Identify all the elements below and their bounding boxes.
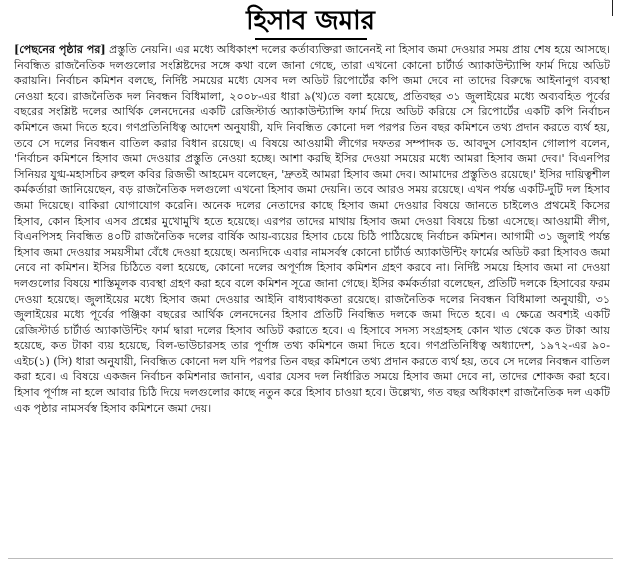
headline: হিসাব জমার	[246, 6, 375, 36]
article-text: প্রস্তুতি নেয়নি। এর মধ্যে অধিকাংশ দলের কর্তাব্যক্তিরা জানেনই না হিসাব জমা দেওয়ার সময় প্রায় শেষ হয়ে আসছে। নিবন্ধিত রাজনৈতিক দলগুলোর সংশ্লিষ্টদের সঙ্গে কথা বলে জানা গেছে, তারা এখনো কোনো চার্টার্ড অ্যাকাউন্ট্যান্সি ফার্ম দিয়ে অডিট করায়নি। নির্বাচন কমিশন বলছে, নির্দিষ্ট সময়ের মধ্যে যেসব দল অডিট রিপোর্টের কপি জমা দেবে না তাদের বিরুদ্ধে আইনানুগ ব্যবস্থা নেওয়া হবে। রাজনৈতিক দল নিবন্ধন বিধিমালা, ২০০৮-এর ধারা ৯(খ)তে বলা হয়েছে, প্রতিবছর ৩১ জুলাইয়ের মধ্যে অব্যবহিত পূর্বের বছরের সংশ্লিষ্ট দলের আর্থিক লেনদেনের একটি রেজিস্টার্ড অ্যাকাউন্ট্যান্সি ফার্ম দিয়ে অডিট করিয়ে সে রিপোর্টের একটি কপি নির্বাচন কমিশনে জমা দিতে হবে। গণপ্রতিনিধিত্ব আদেশ অনুযায়ী, যদি নিবন্ধিত কোনো দল পরপর তিন বছর কমিশনে তথ্য প্রদান করতে ব্যর্থ হয়, তবে সে দলের নিবন্ধন বাতিল করার বিধান রয়েছে। এ বিষয়ে আওয়ামী লীগের দফতর সম্পাদক ড. আবদুস সোবহান গোলাপ বলেন, 'নির্বাচন কমিশনে হিসাব জমা দেওয়ার প্রস্তুতি নেওয়া হচ্ছে। আশা করছি ইসির দেওয়া সময়ের মধ্যে আমরা হিসাব জমা দেব।' বিএনপির সিনিয়র যুগ্ম-মহাসচিব রুহুল কবির রিজভী আহমেদ বলেছেন, 'দ্রুতই আমরা হিসাব জমা দেব। আমাদের প্রস্তুতিও রয়েছে।' ইসির দায়িত্বশীল কর্মকর্তারা জানিয়েছেন, বড় রাজনৈতিক দলগুলো এখনো হিসাব জমা দেয়নি। তবে আরও সময় রয়েছে। এখন পর্যন্ত একটি-দুটি দল হিসাব জমা দিয়েছে। বাকিরা যোগাযোগ করেনি। অনেক দলের নেতাদের কাছে হিসাব জমা দেওয়ার বিষয়ে জানতে চাইলেও প্রথমেই কিসের হিসাব, কোন হিসাব এসব প্রশ্নের মুখোমুখি হতে হয়েছে। এরপর তাদের মাথায় হিসাব জমা দেওয়া বিষয়ে চিন্তা এসেছে। আওয়ামী লীগ, বিএনপিসহ নিবন্ধিত ৪০টি রাজনৈতিক দলের বার্ষিক আয়-ব্যয়ের হিসাব চেয়ে চিঠি পাঠিয়েছে নির্বাচন কমিশন। আগামী ৩১ জুলাই পর্যন্ত হিসাব জমা দেওয়ার সময়সীমা বেঁধে দেওয়া হয়েছে। অন্যদিকে এবার নামসর্বস্ব কোনো চার্টার্ড অ্যাকাউন্টিং ফার্মের অডিট করা হিসাবও জমা নেবে না কমিশন। ইসির চিঠিতে বলা হয়েছে, কোনো দলের অপূর্ণাঙ্গ হিসাব কমিশন গ্রহণ করবে না। নির্দিষ্ট সময়ে হিসাব জমা না দেওয়া দলগুলোর বিষয়ে শাস্তিমূলক ব্যবস্থা গ্রহণ করা হবে বলে কমিশন সূত্রে জানা গেছে। ইসির কর্মকর্তারা বলেছেন, প্রতিটি দলকে হিসাবের ফরম দেওয়া হয়েছে। জুলাইয়ের মধ্যে হিসাব জমা দেওয়ার আইনি বাধ্যবাধকতা রয়েছে। রাজনৈতিক দলের নিবন্ধন বিধিমালা অনুযায়ী, ৩১ জুলাইয়ের মধ্যে পূর্বের পঞ্জিকা বছরের আর্থিক লেনদেনের হিসাব প্রতিটি নিবন্ধিত দলকে জমা দিতে হবে। এ ক্ষেত্রে অবশ্যই একটি রেজিস্টার্ড চার্টার্ড অ্যাকাউন্টিং ফার্ম দ্বারা দলের হিসাব অডিট করাতে হবে। এ হিসাবে সদস্য সংগ্রহসহ কোন খাত থেকে কত টাকা আয় হয়েছে, কত টাকা ব্যয় হয়েছে, বিল-ভাউচারসহ তার পূর্ণাঙ্গ তথ্য কমিশনে জমা দিতে হবে। গণপ্রতিনিধিত্ব অধ্যাদেশ, ১৯৭২-এর ৯০-এইচ(১) (সি) ধারা অনুযায়ী, নিবন্ধিত কোনো দল যদি পরপর তিন বছর কমিশনে তথ্য প্রদান করতে ব্যর্থ হয়, তবে সে দলের নিবন্ধন বাতিল করা হবে। এ বিষয়ে একজন নির্বাচন কমিশনার জানান, এবার যেসব দল নির্ধারিত সময়ে হিসাব জমা দেবে না, তাদের শোকজ করা হবে। হিসাব পূর্ণাঙ্গ না হলে আবার চিঠি দিয়ে দলগুলোর কাছে নতুন করে হিসাব চাওয়া হবে। উল্লেখ্য, গত বছর অধিকাংশ রাজনৈতিক দল একটি এক পৃষ্ঠার নামসর্বস্ব হিসাব কমিশনে জমা দেয়।	[14, 43, 610, 415]
article-body	[14, 42, 610, 554]
jump-label: [পেছনের পৃষ্ঠার পর]	[14, 42, 106, 56]
bottom-border	[8, 558, 613, 559]
article-paragraph	[14, 42, 610, 416]
headline-underline	[255, 38, 367, 40]
